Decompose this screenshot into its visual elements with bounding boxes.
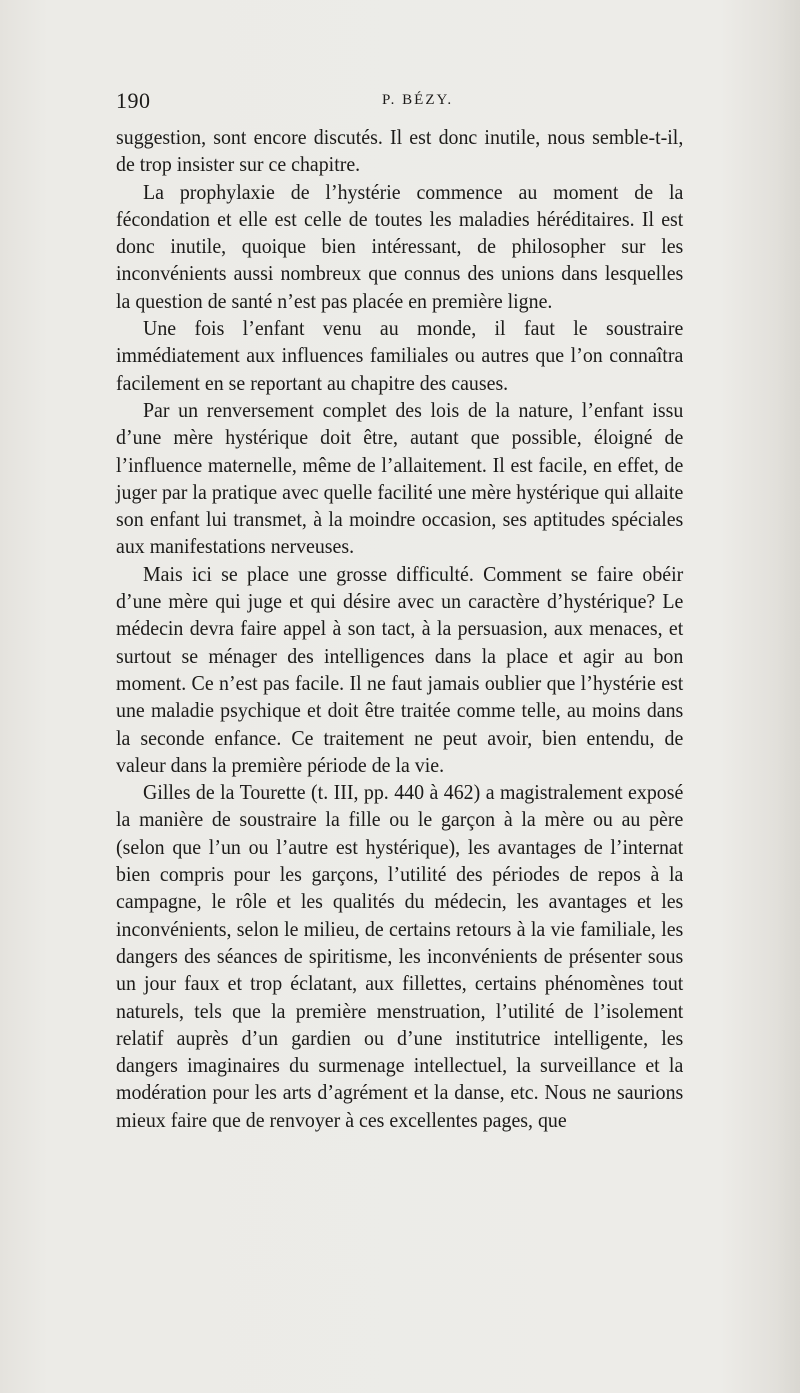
page-number: 190: [116, 88, 151, 113]
paragraph: Une fois l’enfant venu au monde, il faut le soustraire immédiatement aux influences familiales ou autres que l’on connaîtra facilement en se reportant au chapitre des causes.: [116, 316, 684, 395]
running-head: P. BÉZY.: [382, 92, 454, 108]
page-header: [116, 88, 716, 118]
paragraph: Par un renversement complet des lois de la nature, l’enfant issu d’une mère hystérique doit être, autant que possible, éloigné de l’influence maternelle, même de l’allaitement. Il est facile, en effet, de juger par la pratique avec quelle facilité une mère hystérique qui allaite son enfant lui transmet, à la moindre occasion, ses aptitudes spéciales aux manifestations nerveuses.: [116, 397, 684, 559]
paragraph: La prophylaxie de l’hystérie commence au moment de la fécondation et elle est celle de toutes les maladies héréditaires. Il est donc inutile, quoique bien intéressant, de philosopher sur les inconvénients aussi nombreux que connus des unions dans lesquelles la question de santé n’est pas placée en première ligne.: [116, 179, 684, 313]
paragraph: Gilles de la Tourette (t. III, pp. 440 à 462) a magistralement exposé la manière de soustraire la fille ou le garçon à la mère ou au père (selon que l’un ou l’autre est hystérique), les avantages de l’internat bien compris pour les garçons, l’utilité des périodes de repos à la campagne, le rôle et les qualités du médecin, les avantages et les inconvénients, selon le milieu, de certains retours à la vie familiale, les dangers des séances de spiritisme, les inconvénients de présenter sous un jour faux et trop éclatant, aux fillettes, certains phénomènes tout naturels, tels que la première menstruation, l’utilité de l’isolement relatif auprès d’un gardien ou d’une institutrice intelligente, les dangers imaginaires du surmenage intellectuel, la surveillance et la modération pour les arts d’agrément et la danse, etc. Nous ne saurions mieux faire que de renvoyer à ces excellentes pages, que: [116, 780, 684, 1132]
paragraph-continuation: suggestion, sont encore discutés. Il est donc inutile, nous semble-t-il, de trop insister sur ce chapitre.: [116, 125, 684, 177]
body-text: [116, 124, 683, 1134]
paragraph: Mais ici se place une grosse difficulté. Comment se faire obéir d’une mère qui juge et qui désire avec un caractère d’hystérique? Le médecin devra faire appel à son tact, à la persuasion, aux menaces, et surtout se ménager des intelligences dans la place et agir au bon moment. Ce n’est pas facile. Il ne faut jamais oublier que l’hystérie est une maladie psychique et doit être traitée comme telle, au moins dans la seconde enfance. Ce traitement ne peut avoir, bien entendu, de valeur dans la première période de la vie.: [116, 561, 684, 777]
